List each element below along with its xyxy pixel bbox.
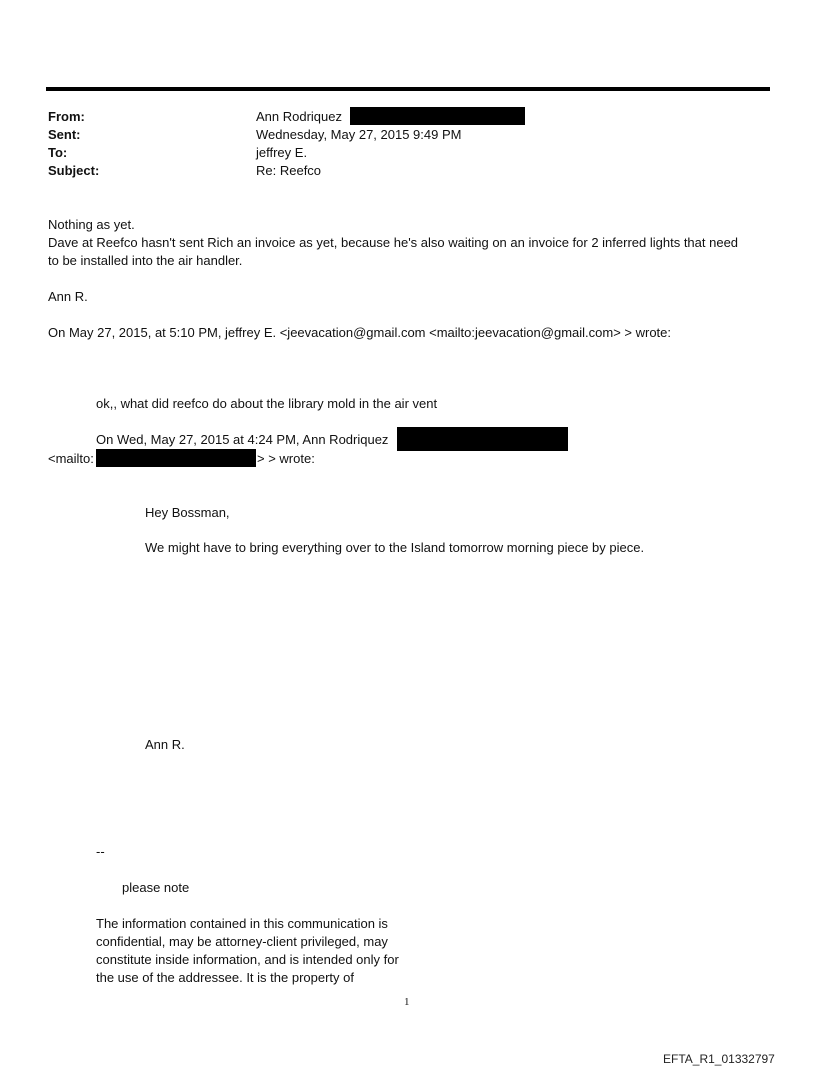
document-id: EFTA_R1_01332797: [663, 1052, 775, 1066]
body-line-1: Nothing as yet.: [48, 217, 135, 232]
to-label: To:: [48, 145, 68, 160]
quote2-text: We might have to bring everything over to the Island tomorrow morning piece by piece.: [145, 540, 645, 555]
from-value: Ann Rodriquez: [256, 109, 342, 124]
redaction-box: [350, 107, 525, 125]
from-label: From:: [48, 109, 85, 124]
redaction-box: [96, 449, 256, 467]
subject-value: Re: Reefco: [256, 163, 322, 178]
disclaimer-line-4: the use of the addressee. It is the property of: [96, 970, 354, 985]
quote2-greeting: Hey Bossman,: [145, 505, 230, 520]
disclaimer-line-3: constitute inside information, and is intended only for: [96, 952, 399, 967]
body-line-3: to be installed into the air handler.: [48, 253, 243, 268]
quote2-signoff: Ann R.: [145, 737, 185, 752]
quote1-header: On May 27, 2015, at 5:10 PM, jeffrey E. <jeevacation@gmail.com <mailto:jeevacation@gmail.com> > wrote:: [48, 325, 672, 340]
page-number: 1: [404, 996, 410, 1008]
quote1-text: ok,, what did reefco do about the library mold in the air vent: [96, 396, 438, 411]
to-value: jeffrey E.: [256, 145, 308, 160]
header-rule: [46, 87, 770, 91]
sent-label: Sent:: [48, 127, 81, 142]
body-line-2: Dave at Reefco hasn't sent Rich an invoice as yet, because he's also waiting on an invoice for 2 inferred lights that need: [48, 235, 739, 250]
quote2-header-mailto-prefix: <mailto:: [48, 451, 94, 466]
disclaimer-line-1: The information contained in this communication is: [96, 916, 388, 931]
signature-note: please note: [122, 880, 190, 895]
quote2-header-a: On Wed, May 27, 2015 at 4:24 PM, Ann Rodriquez: [96, 432, 389, 447]
body-signoff: Ann R.: [48, 289, 88, 304]
subject-label: Subject:: [48, 163, 100, 178]
signature-dashes: --: [96, 844, 105, 859]
disclaimer-line-2: confidential, may be attorney-client privileged, may: [96, 934, 388, 949]
redaction-box: [397, 427, 568, 451]
sent-value: Wednesday, May 27, 2015 9:49 PM: [256, 127, 462, 142]
quote2-header-mailto-suffix: > > wrote:: [257, 451, 315, 466]
